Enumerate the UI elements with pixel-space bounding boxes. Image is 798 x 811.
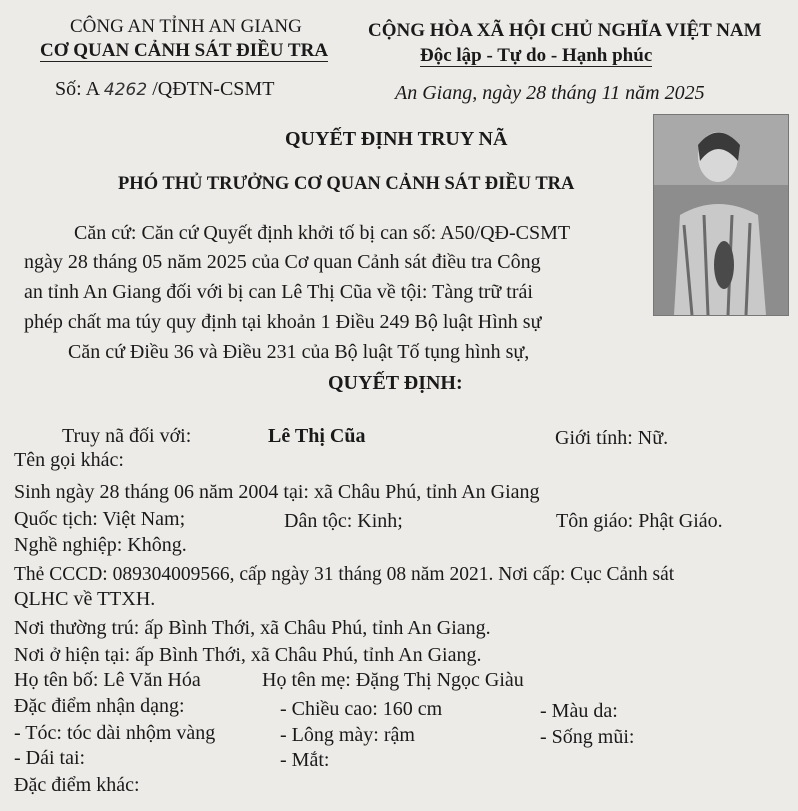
- gender: Giới tính: Nữ.: [555, 427, 669, 449]
- alias: Tên gọi khác:: [14, 449, 124, 471]
- basis-line-5: Căn cứ Điều 36 và Điều 231 của Bộ luật Tố tụng hình sự,: [68, 341, 530, 363]
- national-motto: [420, 45, 652, 67]
- father-name: Họ tên bố: Lê Văn Hóa: [14, 669, 201, 691]
- current-address: Nơi ở hiện tại: ấp Bình Thới, xã Châu Phú, tỉnh An Giang.: [14, 644, 482, 666]
- skin-color: - Màu da:: [540, 700, 618, 722]
- wanted-name: Lê Thị Cũa: [268, 425, 366, 447]
- ethnicity: Dân tộc: Kinh;: [284, 510, 403, 532]
- nationality: Quốc tịch: Việt Nam;: [14, 508, 186, 530]
- mother-name: Họ tên mẹ: Đặng Thị Ngọc Giàu: [262, 669, 524, 691]
- occupation: Nghề nghiệp: Không.: [14, 534, 187, 556]
- basis-line-2: ngày 28 tháng 05 năm 2025 của Cơ quan Cảnh sát điều tra Công: [24, 251, 541, 273]
- place-date: An Giang, ngày 28 tháng 11 năm 2025: [395, 82, 705, 104]
- number-suffix: /QĐTN-CSMT: [152, 78, 275, 100]
- document-title: QUYẾT ĐỊNH TRUY NÃ: [285, 128, 508, 150]
- nose-bridge: - Sống mũi:: [540, 726, 635, 748]
- suspect-photo: [653, 114, 789, 316]
- permanent-address: Nơi thường trú: ấp Bình Thới, xã Châu Phú, tỉnh An Giang.: [14, 617, 491, 639]
- height: - Chiều cao: 160 cm: [280, 698, 443, 720]
- decision-number: [55, 78, 274, 101]
- eyebrows: - Lông mày: rậm: [280, 724, 415, 746]
- religion: Tôn giáo: Phật Giáo.: [556, 510, 723, 532]
- unit-name: [40, 40, 328, 62]
- basis-line-3: an tỉnh An Giang đối với bị can Lê Thị Cũa về tội: Tàng trữ trái: [24, 281, 533, 303]
- eyes: - Mắt:: [280, 749, 330, 771]
- basis-line-1: Căn cứ: Căn cứ Quyết định khởi tố bị can số: A50/QĐ-CSMT: [74, 222, 571, 244]
- motto-text: Độc lập - Tự do - Hạnh phúc: [420, 45, 653, 66]
- basis-line-4: phép chất ma túy quy định tại khoản 1 Điều 249 Bộ luật Hình sự: [24, 311, 542, 333]
- birth: Sinh ngày 28 tháng 06 năm 2004 tại: xã Châu Phú, tỉnh An Giang: [14, 481, 540, 503]
- wanted-label: Truy nã đối với:: [62, 425, 192, 447]
- features-label: Đặc điểm nhận dạng:: [14, 695, 185, 717]
- decision-heading: QUYẾT ĐỊNH:: [328, 372, 463, 394]
- earlobes: - Dái tai:: [14, 747, 86, 769]
- hair: - Tóc: tóc dài nhộm vàng: [14, 722, 216, 744]
- id-card-line-1: Thẻ CCCD: 089304009566, cấp ngày 31 tháng 08 năm 2021. Nơi cấp: Cục Cảnh sát: [14, 564, 675, 585]
- id-card-line-2: QLHC về TTXH.: [14, 588, 156, 610]
- unit-name-text: CƠ QUAN CẢNH SÁT ĐIỀU TRA: [40, 40, 329, 61]
- number-prefix: Số: A: [55, 78, 99, 100]
- issuer-title: PHÓ THỦ TRƯỞNG CƠ QUAN CẢNH SÁT ĐIỀU TRA: [118, 174, 575, 194]
- other-features: Đặc điểm khác:: [14, 774, 140, 796]
- country-name: CỘNG HÒA XÃ HỘI CHỦ NGHĨA VIỆT NAM: [368, 20, 762, 41]
- agency-name: CÔNG AN TỈNH AN GIANG: [70, 16, 302, 37]
- number-handwritten: 4262: [103, 80, 148, 100]
- person-silhouette-icon: [654, 115, 788, 315]
